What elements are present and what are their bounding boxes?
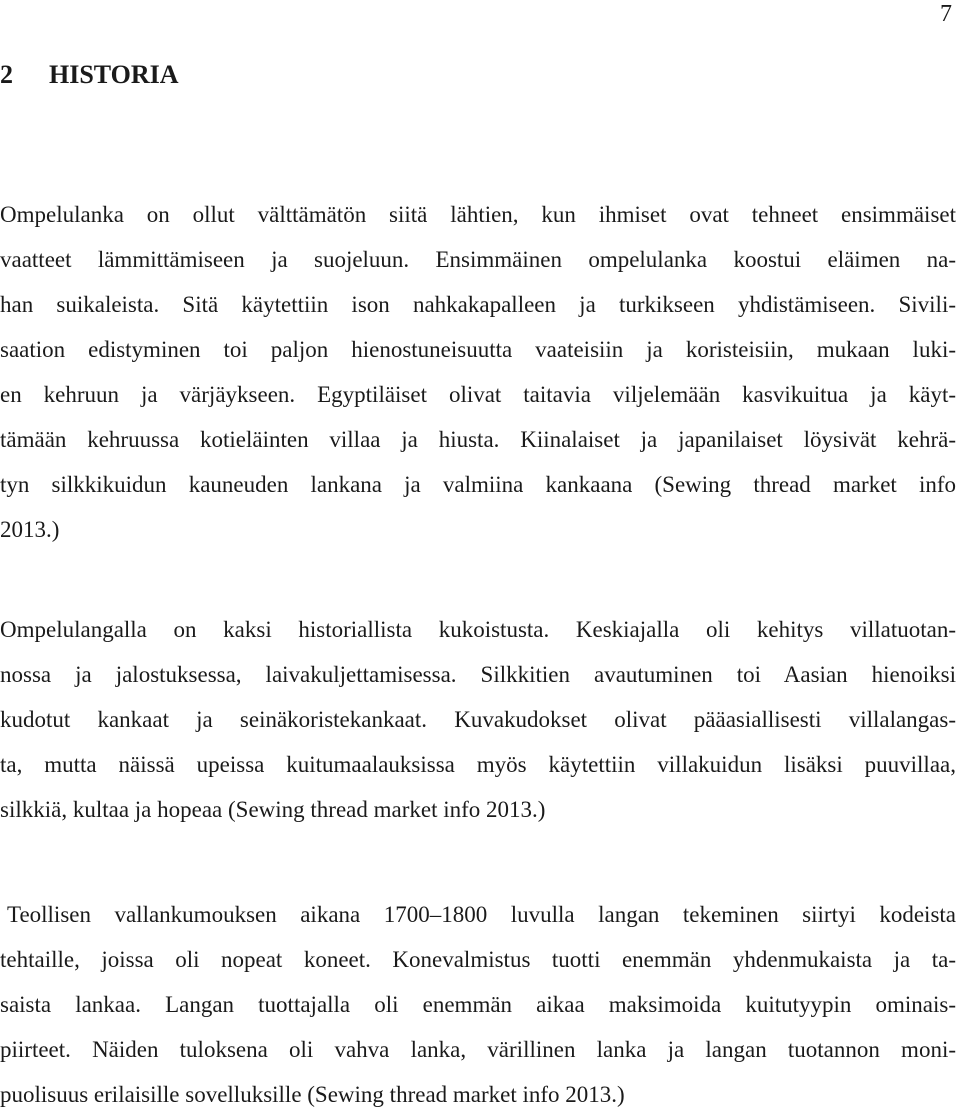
text-line: puolisuus erilaisille sovelluksille (Sewing thread market info 2013.) xyxy=(0,1082,625,1107)
section-title: HISTORIA xyxy=(49,60,179,89)
text-line: saista lankaa. Langan tuottajalla oli enemmän aikaa maksimoida kuitutyypin ominais- xyxy=(0,992,956,1017)
paragraph-middle-ages xyxy=(0,607,956,832)
text-line: 2013.) xyxy=(0,517,60,542)
text-line: piirteet. Näiden tuloksena oli vahva lanka, värillinen lanka ja langan tuotannon moni- xyxy=(0,1037,956,1062)
text-line: kudotut kankaat ja seinäkoristekankaat. Kuvakudokset olivat pääasiallisesti villalangas- xyxy=(0,707,956,732)
text-line: silkkiä, kultaa ja hopeaa (Sewing thread market info 2013.) xyxy=(0,797,546,822)
text-line: han suikaleista. Sitä käytettiin ison nahkakapalleen ja turkikseen yhdistämiseen. Sivili- xyxy=(0,292,956,317)
text-line: tyn silkkikuidun kauneuden lankana ja valmiina kankaana (Sewing thread market info xyxy=(0,472,956,497)
text-line: Ompelulangalla on kaksi historiallista kukoistusta. Keskiajalla oli kehitys villatuotan- xyxy=(0,617,956,642)
text-line: ta, mutta näissä upeissa kuitumaalauksissa myös käytettiin villakuidun lisäksi puuvillaa, xyxy=(0,752,956,777)
text-line: Ompelulanka on ollut välttämätön siitä lähtien, kun ihmiset ovat tehneet ensimmäiset xyxy=(0,202,956,227)
paragraph-industrial-revolution xyxy=(0,892,956,1117)
text-line: tehtaille, joissa oli nopeat koneet. Konevalmistus tuotti enemmän yhdenmukaista ja ta- xyxy=(0,947,956,972)
text-line: tämään kehruussa kotieläinten villaa ja hiusta. Kiinalaiset ja japanilaiset löysivät kehrä- xyxy=(0,427,956,452)
text-line: saation edistyminen toi paljon hienostuneisuutta vaateisiin ja koristeisiin, mukaan luki- xyxy=(0,337,956,362)
text-line: vaatteet lämmittämiseen ja suojeluun. Ensimmäinen ompelulanka koostui eläimen na- xyxy=(0,247,956,272)
text-line: Teollisen vallankumouksen aikana 1700–1800 luvulla langan tekeminen siirtyi kodeista xyxy=(7,902,956,927)
page-number: 7 xyxy=(940,1,952,27)
text-line: en kehruun ja värjäykseen. Egyptiläiset olivat taitavia viljelemään kasvikuitua ja käyt- xyxy=(0,382,956,407)
section-heading xyxy=(0,60,179,90)
text-line: nossa ja jalostuksessa, laivakuljettamisessa. Silkkitien avautuminen toi Aasian hienoiksi xyxy=(0,662,956,687)
section-number: 2 xyxy=(0,60,13,89)
paragraph-origins xyxy=(0,192,956,552)
